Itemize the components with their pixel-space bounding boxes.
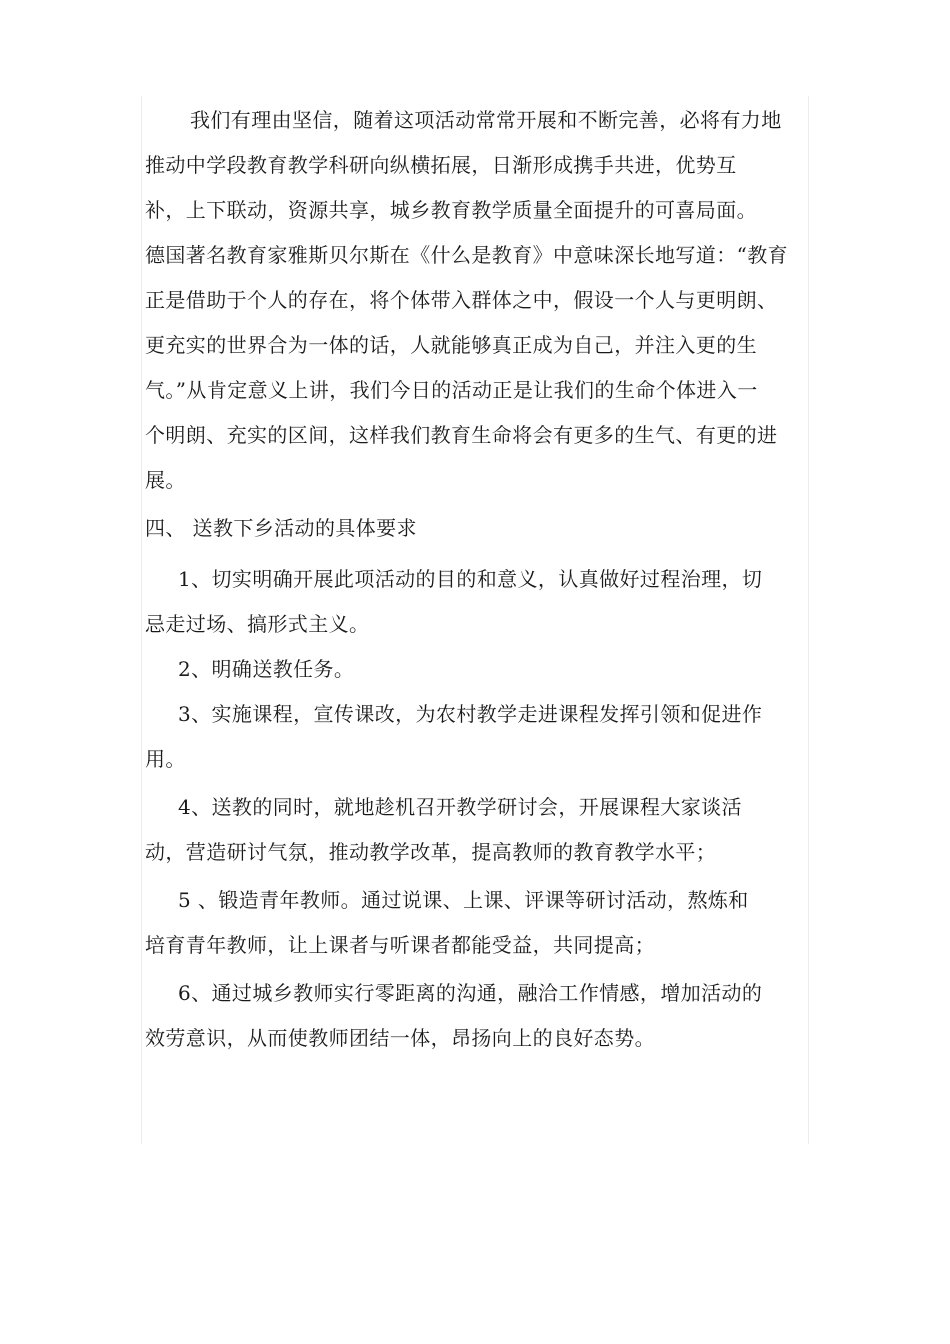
text-line: 补，上下联动，资源共享，城乡教育教学质量全面提升的可喜局面。	[145, 198, 757, 222]
text-line: 动，营造研讨气氛，推动教学改革，提高教师的教育教学水平；	[145, 840, 717, 864]
text-line: 个明朗、充实的区间，这样我们教育生命将会有更多的生气、有更的进	[145, 423, 778, 447]
requirement-item-6	[145, 971, 820, 1061]
text-line: 6、通过城乡教师实行零距离的沟通，融洽工作情感，增加活动的	[178, 981, 763, 1005]
requirement-item-5	[145, 878, 820, 968]
text-line: 培育青年教师，让上课者与听课者都能受益，共同提高；	[145, 933, 655, 957]
intro-paragraph	[145, 98, 820, 503]
text-line: 展。	[145, 468, 186, 492]
text-line: 2、明确送教任务。	[178, 657, 355, 681]
text-line: 5 、锻造青年教师。通过说课、上课、评课等研讨活动，熬炼和	[178, 888, 749, 912]
text-line: 3、实施课程，宣传课改，为农村教学走进课程发挥引领和促进作	[178, 702, 763, 726]
requirement-item-4	[145, 785, 820, 875]
text-line: 德国著名教育家雅斯贝尔斯在《什么是教育》中意味深长地写道：“教育	[145, 243, 789, 267]
text-line: 1、切实明确开展此项活动的目的和意义，认真做好过程治理，切	[178, 567, 763, 591]
text-line: 推动中学段教育教学科研向纵横拓展，日渐形成携手共进，优势互	[145, 153, 737, 177]
text-line: 更充实的世界合为一体的话，人就能够真正成为自己，并注入更的生	[145, 333, 757, 357]
text-line: 4、送教的同时，就地趁机召开教学研讨会，开展课程大家谈活	[178, 795, 742, 819]
text-line: 正是借助于个人的存在，将个体带入群体之中，假设一个人与更明朗、	[145, 288, 778, 312]
text-line: 效劳意识，从而使教师团结一体，昂扬向上的良好态势。	[145, 1026, 655, 1050]
requirement-item-1	[145, 557, 820, 647]
requirement-item-2	[145, 647, 820, 692]
document-body	[145, 98, 820, 1061]
section-heading: 四、 送教下乡活动的具体要求	[145, 516, 417, 540]
requirement-item-3	[145, 692, 820, 782]
text-line: 我们有理由坚信，随着这项活动常常开展和不断完善，必将有力地	[190, 108, 782, 132]
text-line: 用。	[145, 747, 186, 771]
text-line: 忌走过场、搞形式主义。	[145, 612, 370, 636]
text-line: 气。”从肯定意义上讲，我们今日的活动正是让我们的生命个体进入一	[145, 378, 758, 402]
